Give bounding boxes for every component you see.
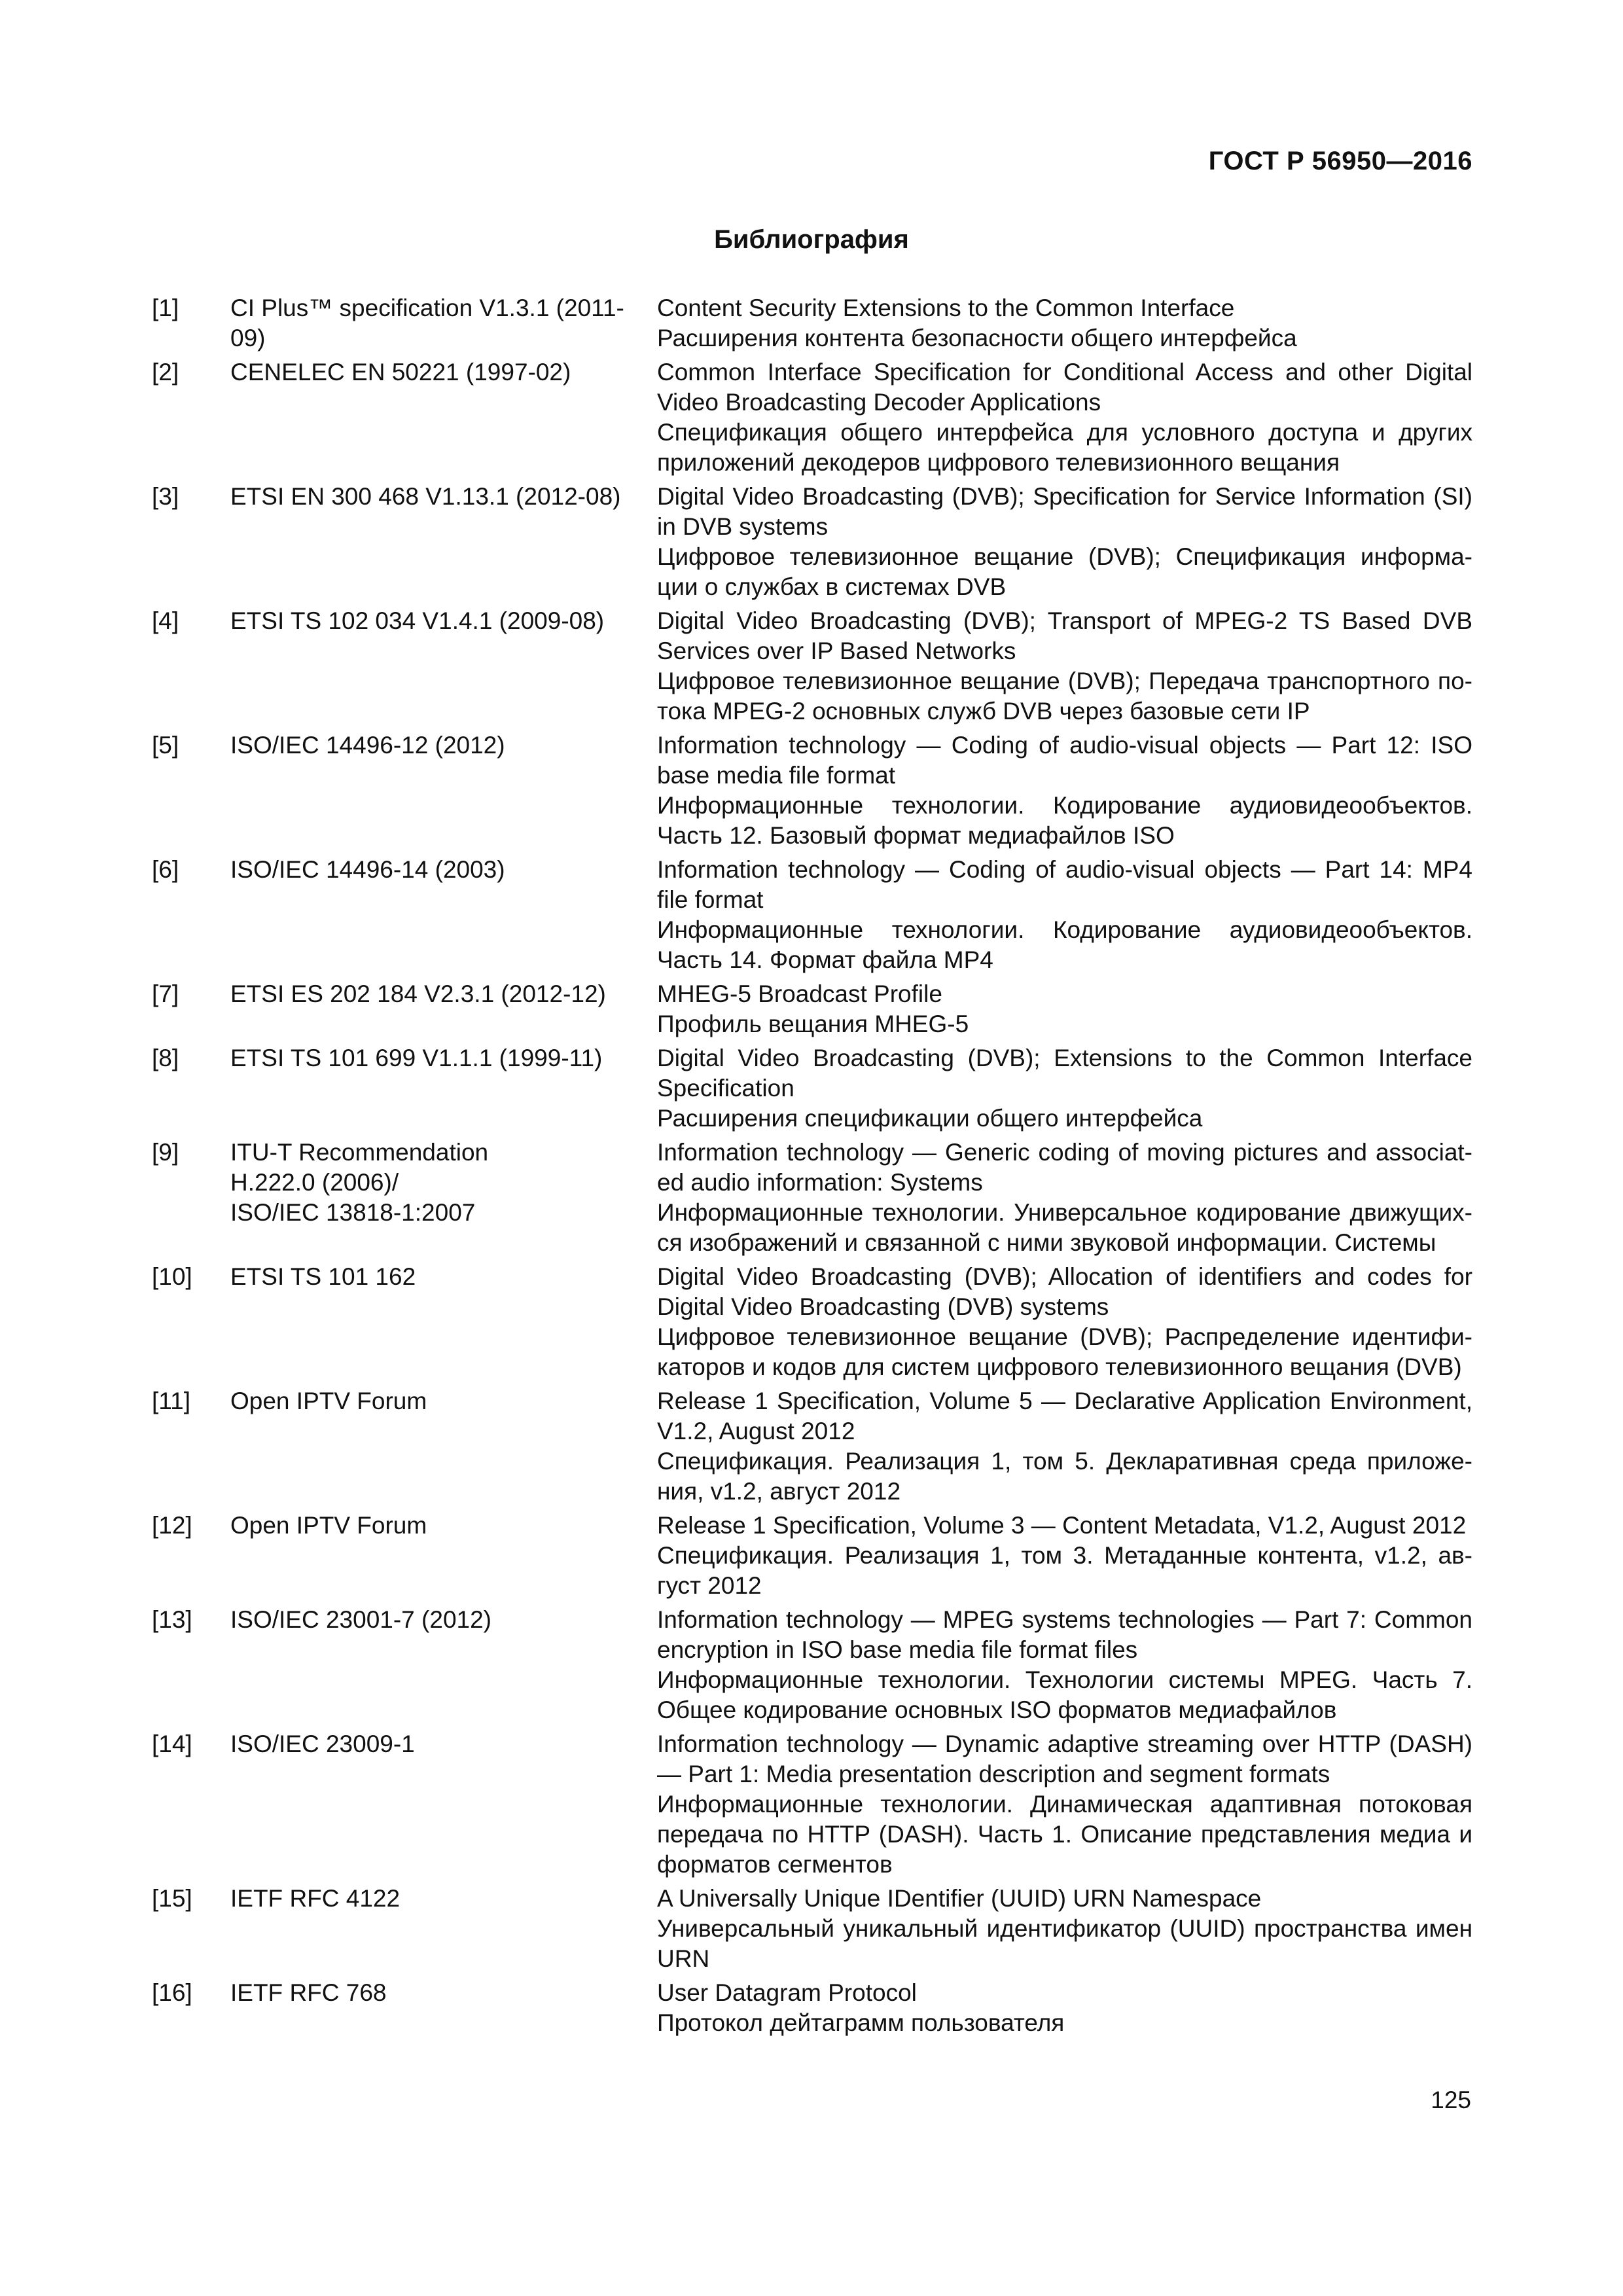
bibliography-entry bbox=[152, 1729, 1472, 1880]
entry-number: [2] bbox=[152, 359, 179, 386]
entry-reference: Open IPTV Forum bbox=[230, 1512, 427, 1539]
entry-description bbox=[657, 357, 1472, 478]
entry-title-ru: Спецификация. Реализация 1, том 5. Декларативная среда приложе-ния, v1.2, август 2012 bbox=[657, 1448, 1472, 1505]
entry-number: [3] bbox=[152, 483, 179, 510]
bibliography-entry bbox=[152, 1262, 1472, 1382]
entry-reference: ETSI EN 300 468 V1.13.1 (2012-08) bbox=[230, 483, 621, 510]
entry-description bbox=[657, 1511, 1472, 1601]
entry-title-ru: Цифровое телевизионное вещание (DVB); Распределение идентифи-каторов и кодов для систем цифрового телевизионного вещания (DVB) bbox=[657, 1323, 1472, 1380]
entry-reference: ETSI TS 102 034 V1.4.1 (2009-08) bbox=[230, 607, 605, 634]
bibliography-entry bbox=[152, 1043, 1472, 1134]
entry-reference: IETF RFC 768 bbox=[230, 1979, 387, 2006]
entry-title-en: Information technology — Dynamic adaptive streaming over HTTP (DASH) — Part 1: Media presentation description and segment formats bbox=[657, 1731, 1472, 1787]
entry-title-ru: Информационные технологии. Технологии системы MPEG. Часть 7. Общее кодирование основных ISO форматов медиафайлов bbox=[657, 1666, 1472, 1723]
entry-title-ru: Расширения контента безопасности общего интерфейса bbox=[657, 325, 1297, 351]
bibliography-entry bbox=[152, 1511, 1472, 1601]
entry-title-en: User Datagram Protocol bbox=[657, 1979, 917, 2006]
bibliography-entry bbox=[152, 1386, 1472, 1507]
entry-reference: CI Plus™ specification V1.3.1 (2011- 09) bbox=[230, 295, 624, 351]
entry-title-en: Common Interface Specification for Conditional Access and other Digital Video Broadcasting Decoder Applications bbox=[657, 359, 1472, 416]
bibliography-entry bbox=[152, 1978, 1472, 2038]
entry-number: [1] bbox=[152, 295, 179, 321]
entry-title-en: Digital Video Broadcasting (DVB); Transport of MPEG-2 TS Based DVB Services over IP Based Networks bbox=[657, 607, 1472, 664]
entry-reference: ETSI TS 101 162 bbox=[230, 1263, 416, 1290]
entry-title-en: Digital Video Broadcasting (DVB); Specification for Service Information (SI) in DVB systems bbox=[657, 483, 1472, 540]
entry-title-en: Digital Video Broadcasting (DVB); Extensions to the Common Interface Specification bbox=[657, 1045, 1472, 1102]
entry-title-en: Release 1 Specification, Volume 5 — Declarative Application Environment, V1.2, August 2012 bbox=[657, 1388, 1472, 1444]
entry-number: [16] bbox=[152, 1979, 192, 2006]
entry-title-en: A Universally Unique IDentifier (UUID) URN Namespace bbox=[657, 1885, 1262, 1912]
entry-title-en: Information technology — MPEG systems technologies — Part 7: Common encryption in ISO base media file format files bbox=[657, 1606, 1472, 1663]
entry-number: [8] bbox=[152, 1045, 179, 1071]
entry-description bbox=[657, 1386, 1472, 1507]
entry-title-ru: Цифровое телевизионное вещание (DVB); Передача транспортного по-тока MPEG-2 основных служб DVB через базовые сети IP bbox=[657, 668, 1472, 725]
entry-title-en: Information technology — Coding of audio-visual objects — Part 12: ISO base media file format bbox=[657, 732, 1472, 789]
entry-title-ru: Информационные технологии. Динамическая адаптивная потоковая передача по HTTP (DASH). Часть 1. Описание представления медиа и форматов сегментов bbox=[657, 1791, 1472, 1878]
bibliography-entry bbox=[152, 357, 1472, 478]
entry-reference: CENELEC EN 50221 (1997-02) bbox=[230, 359, 571, 386]
entry-title-ru: Универсальный уникальный идентификатор (UUID) пространства имен URN bbox=[657, 1915, 1472, 1972]
entry-title-en: Digital Video Broadcasting (DVB); Allocation of identifiers and codes for Digital Video Broadcasting (DVB) systems bbox=[657, 1263, 1472, 1320]
entry-number: [10] bbox=[152, 1263, 192, 1290]
standard-code: ГОСТ Р 56950—2016 bbox=[1208, 147, 1472, 175]
entry-description bbox=[657, 855, 1472, 975]
entry-title-ru: Информационные технологии. Кодирование аудиовидеообъектов. Часть 14. Формат файла MP4 bbox=[657, 916, 1472, 973]
entry-number: [9] bbox=[152, 1139, 179, 1166]
entry-title-ru: Цифровое телевизионное вещание (DVB); Спецификация информа-ции о службах в системах DVB bbox=[657, 543, 1472, 600]
entry-number: [13] bbox=[152, 1606, 192, 1633]
entry-number: [15] bbox=[152, 1885, 192, 1912]
entry-description bbox=[657, 1605, 1472, 1725]
entry-reference: ISO/IEC 23009-1 bbox=[230, 1731, 415, 1757]
entry-reference: Open IPTV Forum bbox=[230, 1388, 427, 1414]
entry-title-ru: Спецификация. Реализация 1, том 3. Метаданные контента, v1.2, ав-густ 2012 bbox=[657, 1542, 1472, 1599]
bibliography-list bbox=[152, 293, 1472, 2042]
entry-description bbox=[657, 1043, 1472, 1134]
entry-reference: ETSI TS 101 699 V1.1.1 (1999-11) bbox=[230, 1045, 603, 1071]
entry-title-en: MHEG-5 Broadcast Profile bbox=[657, 980, 942, 1007]
entry-reference: ITU-T Recommendation H.222.0 (2006)/ ISO/IEC 13818-1:2007 bbox=[230, 1139, 489, 1226]
entry-number: [11] bbox=[152, 1388, 190, 1414]
entry-reference: ISO/IEC 23001-7 (2012) bbox=[230, 1606, 491, 1633]
entry-title-ru: Протокол дейтаграмм пользователя bbox=[657, 2009, 1065, 2036]
entry-description bbox=[657, 1729, 1472, 1880]
bibliography-title: Библиография bbox=[714, 225, 909, 254]
bibliography-entry bbox=[152, 1138, 1472, 1258]
bibliography-entry bbox=[152, 855, 1472, 975]
entry-reference: ETSI ES 202 184 V2.3.1 (2012-12) bbox=[230, 980, 606, 1007]
entry-title-ru: Информационные технологии. Универсальное кодирование движущих-ся изображений и связанной с ними звуковой информации. Системы bbox=[657, 1199, 1472, 1256]
entry-number: [4] bbox=[152, 607, 179, 634]
entry-title-en: Information technology — Coding of audio-visual objects — Part 14: MP4 file format bbox=[657, 856, 1472, 913]
entry-description bbox=[657, 482, 1472, 602]
entry-description bbox=[657, 730, 1472, 851]
entry-description bbox=[657, 1884, 1472, 1974]
bibliography-entry bbox=[152, 1605, 1472, 1725]
bibliography-entry bbox=[152, 482, 1472, 602]
entry-title-en: Release 1 Specification, Volume 3 — Content Metadata, V1.2, August 2012 bbox=[657, 1512, 1467, 1539]
entry-reference: ISO/IEC 14496-14 (2003) bbox=[230, 856, 505, 883]
bibliography-entry bbox=[152, 1884, 1472, 1974]
entry-reference: ISO/IEC 14496-12 (2012) bbox=[230, 732, 505, 759]
entry-description bbox=[657, 606, 1472, 726]
entry-number: [7] bbox=[152, 980, 179, 1007]
entry-description bbox=[657, 1262, 1472, 1382]
entry-title-ru: Информационные технологии. Кодирование аудиовидеообъектов. Часть 12. Базовый формат медиафайлов ISO bbox=[657, 792, 1472, 849]
entry-description bbox=[657, 1978, 1472, 2038]
page-number: 125 bbox=[1431, 2087, 1471, 2113]
entry-description bbox=[657, 979, 1472, 1039]
entry-number: [6] bbox=[152, 856, 179, 883]
bibliography-entry bbox=[152, 730, 1472, 851]
entry-number: [12] bbox=[152, 1512, 192, 1539]
entry-description bbox=[657, 1138, 1472, 1258]
entry-description bbox=[657, 293, 1472, 353]
entry-title-ru: Спецификация общего интерфейса для условного доступа и других приложений декодеров цифрового телевизионного вещания bbox=[657, 419, 1472, 476]
bibliography-entry bbox=[152, 606, 1472, 726]
entry-reference: IETF RFC 4122 bbox=[230, 1885, 401, 1912]
entry-title-en: Content Security Extensions to the Common Interface bbox=[657, 295, 1235, 321]
entry-number: [14] bbox=[152, 1731, 192, 1757]
bibliography-entry bbox=[152, 293, 1472, 353]
entry-number: [5] bbox=[152, 732, 179, 759]
entry-title-ru: Расширения спецификации общего интерфейса bbox=[657, 1105, 1203, 1132]
bibliography-entry bbox=[152, 979, 1472, 1039]
entry-title-ru: Профиль вещания MHEG-5 bbox=[657, 1011, 969, 1037]
entry-title-en: Information technology — Generic coding of moving pictures and associat-ed audio information: Systems bbox=[657, 1139, 1472, 1196]
